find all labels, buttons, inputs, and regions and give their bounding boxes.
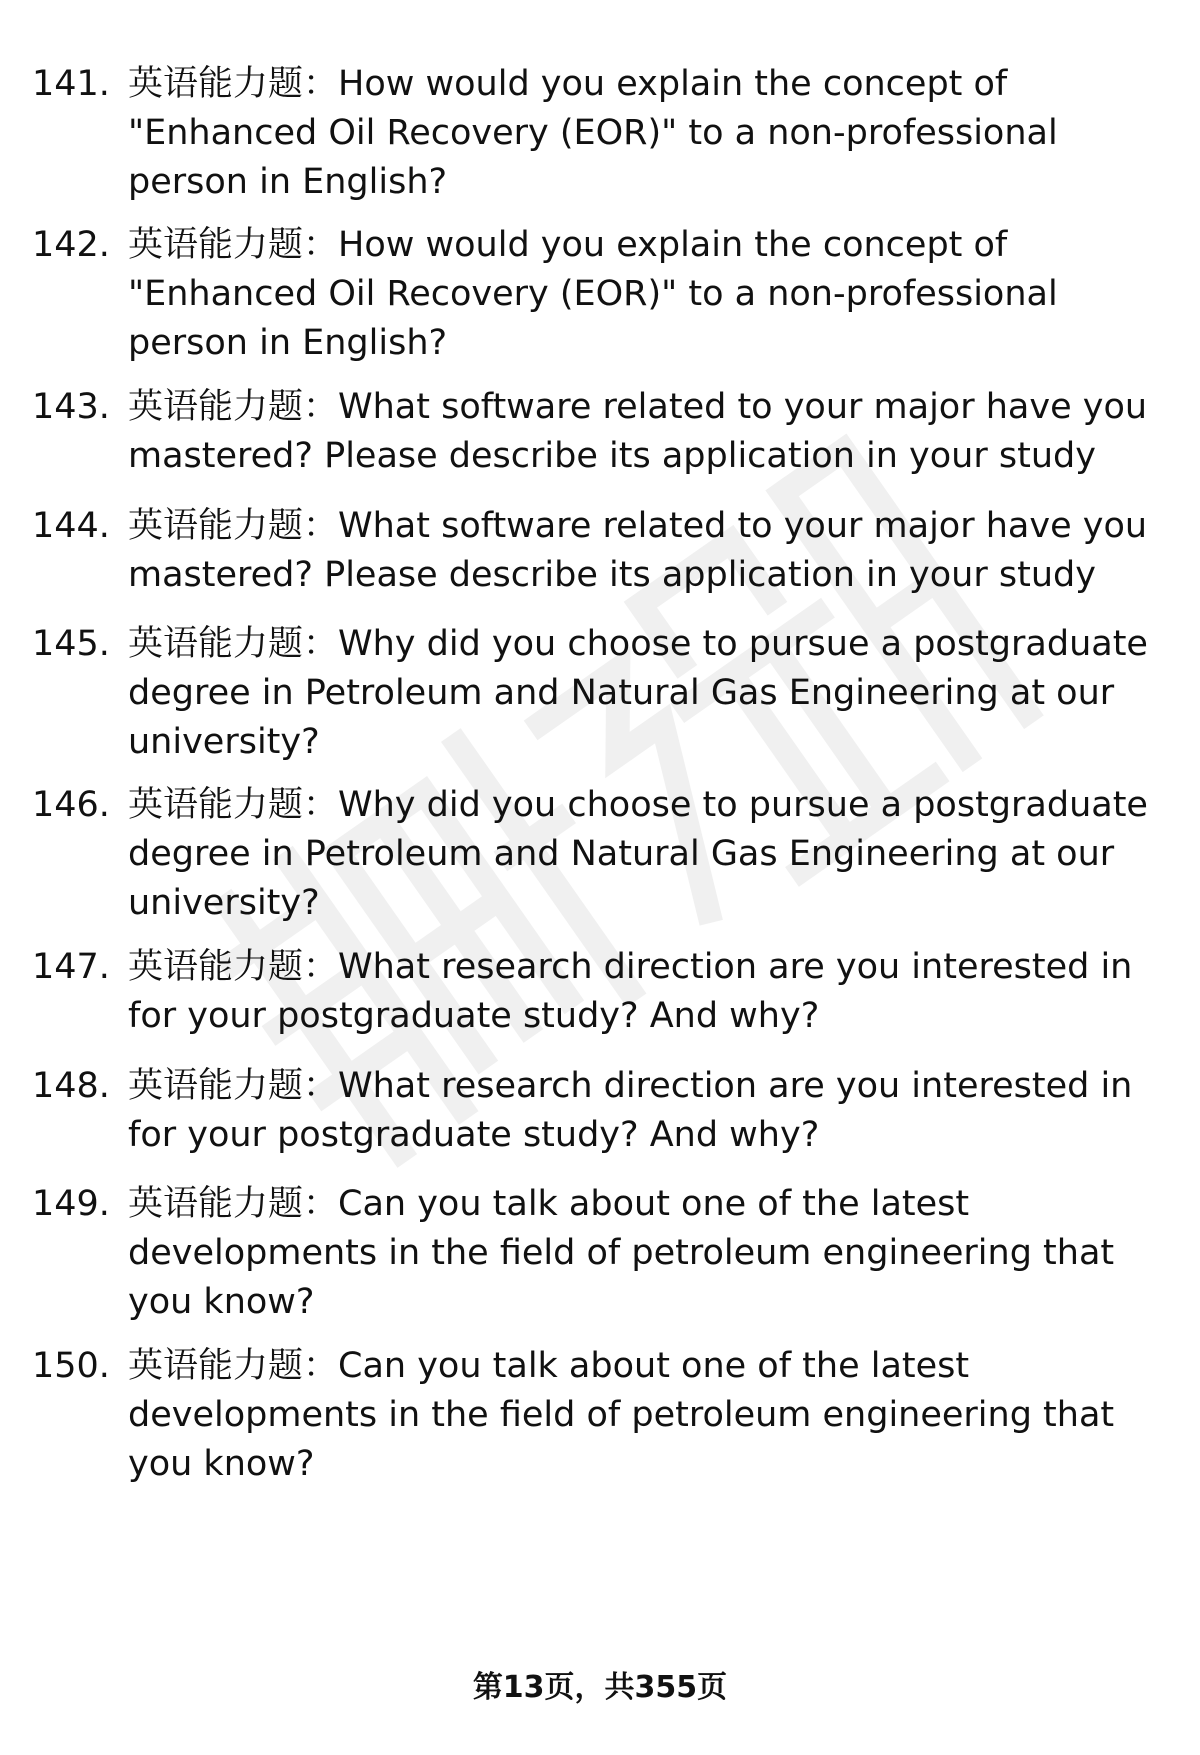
question-text: What research direction are you interested in for your postgraduate study? And why? [128, 1066, 1133, 1155]
question-category: 英语能力题： [128, 1184, 339, 1224]
question-item-144 [0, 502, 1200, 600]
question-item-149 [0, 1180, 1200, 1327]
question-text: Can you talk about one of the latest developments in the field of petroleum engineering that you know? [128, 1184, 1115, 1322]
question-body [128, 60, 1158, 207]
question-text: What research direction are you interested in for your postgraduate study? And why? [128, 947, 1133, 1036]
question-category: 英语能力题： [128, 785, 339, 825]
question-body [128, 1062, 1158, 1160]
question-number: 144. [32, 506, 110, 546]
page-footer: 第13页，共355页 [472, 1670, 728, 1705]
question-category: 英语能力题： [128, 624, 339, 664]
question-number: 142. [32, 225, 110, 265]
question-category: 英语能力题： [128, 1346, 339, 1386]
question-body [128, 502, 1158, 600]
question-category: 英语能力题： [128, 506, 339, 546]
question-item-141 [0, 60, 1200, 207]
question-body [128, 1342, 1158, 1489]
question-number: 145. [32, 624, 110, 664]
question-category: 英语能力题： [128, 1066, 339, 1106]
question-item-143 [0, 383, 1200, 481]
question-number: 148. [32, 1066, 110, 1106]
question-body [128, 943, 1158, 1041]
question-text: How would you explain the concept of "Enhanced Oil Recovery (EOR)" to a non-professional person in English? [128, 64, 1058, 202]
question-text: How would you explain the concept of "Enhanced Oil Recovery (EOR)" to a non-professional person in English? [128, 225, 1058, 363]
question-number: 146. [32, 785, 110, 825]
question-body [128, 383, 1158, 481]
question-number: 147. [32, 947, 110, 987]
question-text: What software related to your major have you mastered? Please describe its application in your study [128, 506, 1148, 595]
question-body [128, 221, 1158, 368]
question-category: 英语能力题： [128, 225, 339, 265]
question-text: Can you talk about one of the latest developments in the field of petroleum engineering that you know? [128, 1346, 1115, 1484]
question-body [128, 1180, 1158, 1327]
question-category: 英语能力题： [128, 64, 339, 104]
question-item-145 [0, 620, 1200, 767]
question-item-147 [0, 943, 1200, 1041]
question-body [128, 781, 1158, 928]
question-item-148 [0, 1062, 1200, 1160]
question-number: 149. [32, 1184, 110, 1224]
question-text: What software related to your major have you mastered? Please describe its application in your study [128, 387, 1148, 476]
question-item-150 [0, 1342, 1200, 1489]
question-item-146 [0, 781, 1200, 928]
question-number: 150. [32, 1346, 110, 1386]
question-number: 141. [32, 64, 110, 104]
question-number: 143. [32, 387, 110, 427]
question-text: Why did you choose to pursue a postgraduate degree in Petroleum and Natural Gas Engineering at our university? [128, 624, 1148, 762]
question-text: Why did you choose to pursue a postgraduate degree in Petroleum and Natural Gas Engineering at our university? [128, 785, 1148, 923]
question-category: 英语能力题： [128, 387, 339, 427]
question-category: 英语能力题： [128, 947, 339, 987]
question-body [128, 620, 1158, 767]
question-item-142 [0, 221, 1200, 368]
